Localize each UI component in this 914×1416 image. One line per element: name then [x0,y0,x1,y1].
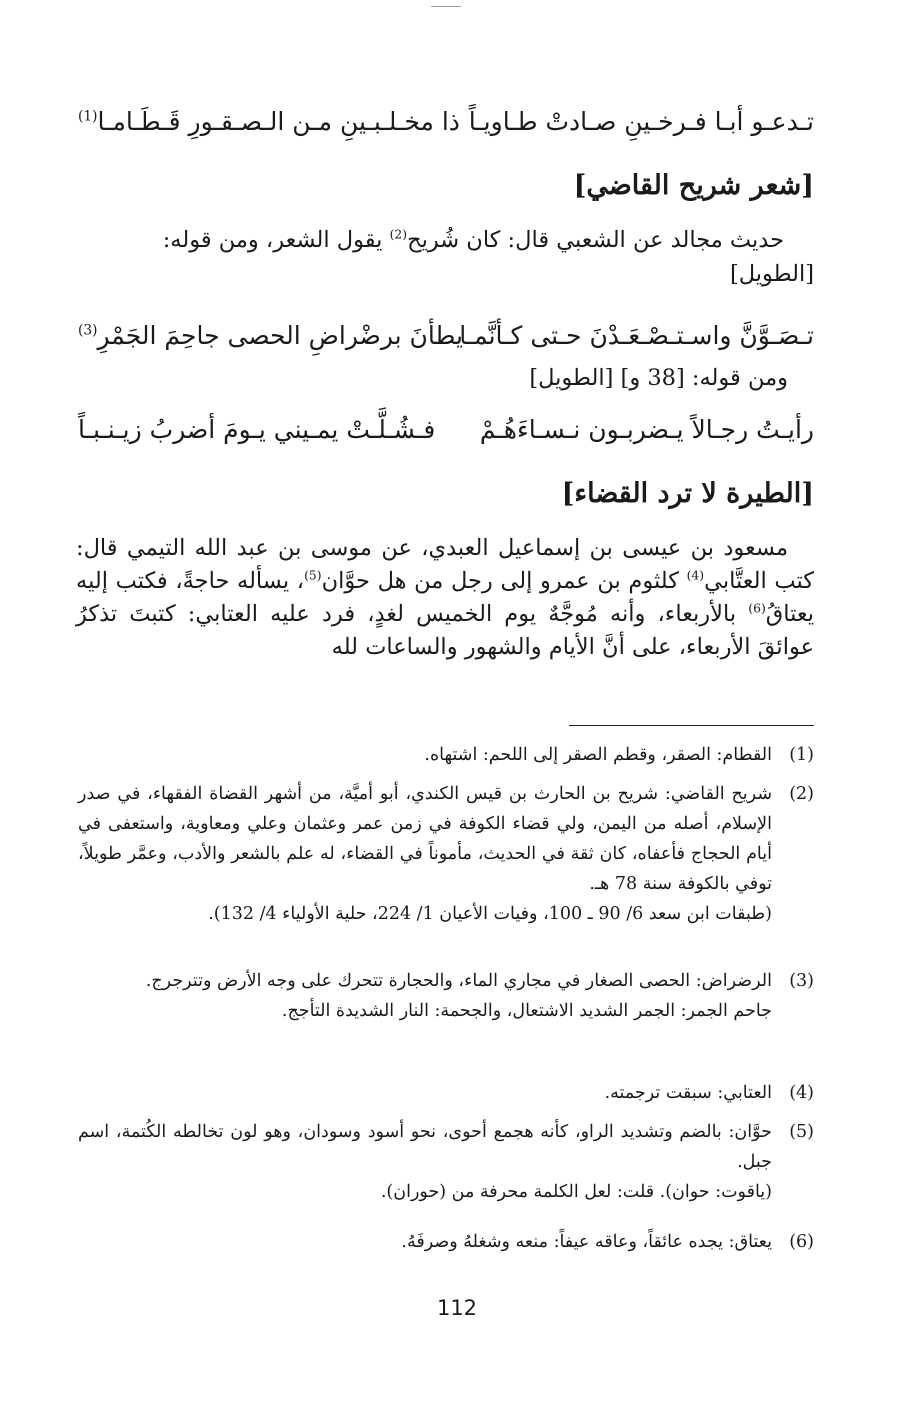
verse-3-second-hemistich: فـشُـلَّـتْ يمـيني يـومَ أضربُ زيـنـبـاً [78,415,436,444]
verse-1-second-hemistich [78,102,460,142]
meter-label-2: ومن قوله: [38 و] [الطويل] [529,365,788,391]
paragraph-utabi-text-1: مسعود بن عيسى بن إسماعيل العبدي، عن موسى بن عبد الله التيمي قال: كتب العتَّابي [76,535,815,594]
meter-label-1: [الطويل] [729,261,814,287]
footnote-ref-1: (1) [78,108,98,125]
footnote-number: (2) [789,784,814,804]
footnote-ref-4: (4) [686,568,705,583]
paragraph-shuraih-intro [163,224,784,257]
verse-1-second-text: ذا مخـلـبـينِ مـن الـصـقـورِ قَـطَـامـا [97,107,460,136]
section-heading-shuraih: [شعر شريح القاضي] [573,170,814,201]
footnote-3 [78,966,814,1026]
footnote-4 [78,1078,814,1108]
footnote-number: (1) [789,745,814,765]
top-rule [431,6,461,7]
footnote-1 [78,740,814,770]
footnote-text: العتابي: سبقت ترجمته. [604,1083,772,1103]
verse-1-first-hemistich: تـدعـو أبـا فـرخـينِ صـادتْ طـاويـاً [468,107,814,136]
footnote-extra: جاحم الجمر: الجمر الشديد الاشتعال، والجحمة: النار الشديدة التأجج. [281,1001,772,1021]
footnote-source: (طبقات ابن سعد 6/ 90 ـ 100، وفيات الأعيان 1/ 224، حلية الأولياء 4/ 132). [208,904,772,924]
paragraph-utabi [76,532,814,664]
verse-3-first-hemistich: رأيـتُ رجـالاً يـضربـون نـسـاءَهُـمْ [479,415,814,444]
section-heading-tiyara: [الطيرة لا ترد القضاء] [561,478,814,509]
verse-2-first-hemistich: تـصَـوَّنَّ واسـتـصْـعَـدْنَ حـتى كـأنَّمـا [459,321,814,350]
page-number: 112 [436,1296,478,1320]
verse-2-second-hemistich [78,316,463,356]
paragraph-utabi-text-3: ، يسأله حاجةً، فكتب إليه يعتاقُ [76,568,814,627]
paragraph-utabi-text-4: بالأربعاء، وأنه مُوجَّهٌ يوم الخميس لغدٍ، فرد عليه العتابي: كتبتَ تذكرُ عوائقَ الأربعاء، على أنَّ الأيام والشهور والساعات لله [76,601,814,660]
verse-3 [78,410,814,450]
footnote-extra: (ياقوت: حوان). قلت: لعل الكلمة محرفة من (حوران). [380,1182,772,1202]
footnote-6 [78,1227,814,1257]
footnote-number: (5) [789,1122,814,1142]
footnote-text: يعتاق: يجده عائقاً، وعاقه عيفاً: منعه وشغلهُ وصرفَهُ. [401,1232,772,1252]
verse-2-second-text: يطأنَ برضْراضِ الحصى جاحِمَ الجَمْرِ [97,321,464,350]
footnote-2 [78,779,814,929]
footnote-ref-5: (5) [304,568,322,583]
footnote-ref-2: (2) [389,227,408,242]
footnote-number: (6) [789,1232,814,1252]
paragraph-utabi-text-2: كلثوم بن عمرو إلى رجل من هل حوَّان [321,568,687,594]
footnote-number: (3) [789,971,814,991]
footnote-text: حوَّان: بالضم وتشديد الراو، كأنه هجمع أحوى، نحو أسود وسودان، وهو لون تخالطه الكُتمة، اسم جبل. [78,1122,772,1172]
footnote-ref-6: (6) [748,601,766,616]
verse-2 [78,316,814,356]
paragraph-shuraih-text-2: يقول الشعر، ومن قوله: [162,227,390,253]
footnote-ref-3: (3) [78,322,98,339]
footnote-text: القطام: الصقر، وقطم الصقر إلى اللحم: اشتهاه. [424,745,772,765]
verse-1 [78,102,814,142]
footnote-5 [78,1117,814,1207]
paragraph-shuraih-text-1: حديث مجالد عن الشعبي قال: كان شُريح [407,227,784,253]
footnote-text: شريح القاضي: شريح بن الحارث بن قيس الكندي، أبو أميَّة، من أشهر القضاة الفقهاء، في صدر الإسلام، أصله من اليمن، ولي قضاء الكوفة في زمن عمر وعثمان وعلي ومعاوية، واستعفى في أيام الحجاج فأعفاه، كان ثقة في الحديث، مأموناً في القضاء، له علم بالشعر والأدب، وعمَّر طويلاً، توفي بالكوفة سنة 78 هـ. [78,784,772,894]
footnote-separator [569,725,814,726]
footnote-number: (4) [789,1083,814,1103]
footnote-text: الرضراض: الحصى الصغار في مجاري الماء، والحجارة تتحرك على وجه الأرض وتترجرج. [145,971,772,991]
